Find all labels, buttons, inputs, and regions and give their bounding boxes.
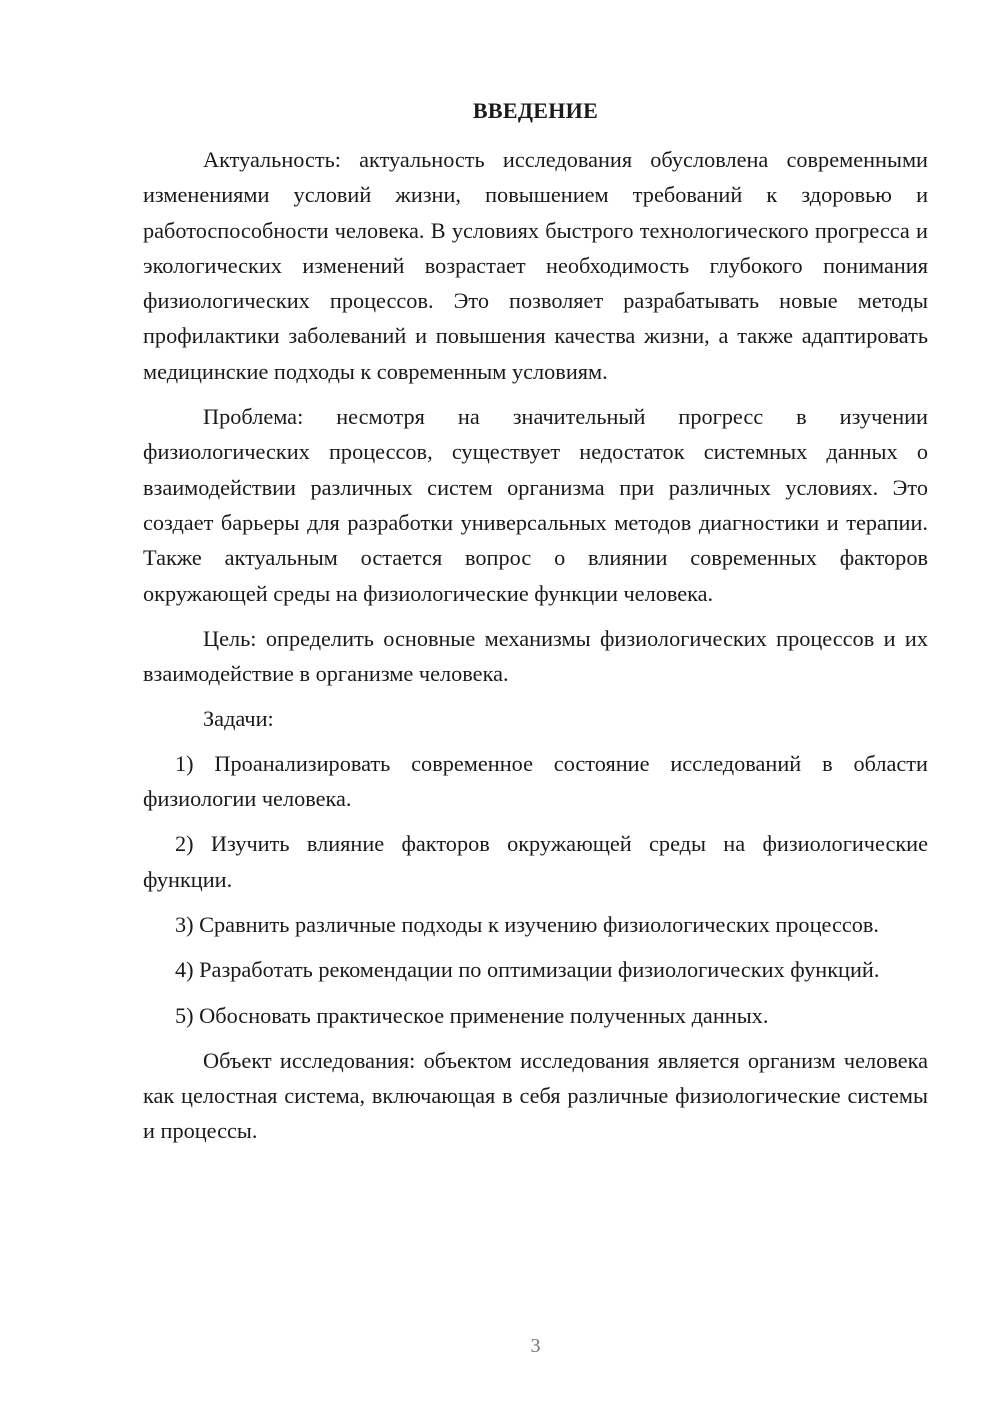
document-body [143,142,928,1159]
task-item-5: 5) Обосновать практическое применение полученных данных. [175,1002,769,1028]
task-item-4: 4) Разработать рекомендации по оптимизации физиологических функций. [175,957,880,983]
paragraph-relevance: Актуальность: актуальность исследования обусловлена современными изменениями условий жизни, повышением требований к здоровью и работоспособности человека. В условиях быстрого технологического прогресса и экологических изменений возрастает необходимость глубокого понимания физиологических процессов. Это позволяет разрабатывать новые методы профилактики заболеваний и повышения качества жизни, а также адаптировать медицинские подходы к современным условиям. [143,147,928,384]
task-item-3: 3) Сравнить различные подходы к изучению физиологических процессов. [175,911,880,937]
task-item-1: 1) Проанализировать современное состояние исследований в области физиологии человека. [143,750,928,812]
paragraph-goal: Цель: определить основные механизмы физиологических процессов и их взаимодействие в организме человека. [143,625,928,687]
paragraph-tasks-heading: Задачи: [203,706,274,732]
document-page [143,0,928,1414]
page-title: ВВЕДЕНИЕ [472,98,599,123]
paragraph-object: Объект исследования: объектом исследования является организм человека как целостная система, включающая в себя различные физиологические системы и процессы. [143,1047,928,1144]
page-number: 3 [530,1335,541,1357]
paragraph-problem: Проблема: несмотря на значительный прогресс в изучении физиологических процессов, существует недостаток системных данных о взаимодействии различных систем организма при различных условиях. Это создает барьеры для разработки универсальных методов диагностики и терапии. Также актуальным остается вопрос о влиянии современных факторов окружающей среды на физиологические функции человека. [143,404,928,606]
task-item-2: 2) Изучить влияние факторов окружающей среды на физиологические функции. [143,831,928,892]
